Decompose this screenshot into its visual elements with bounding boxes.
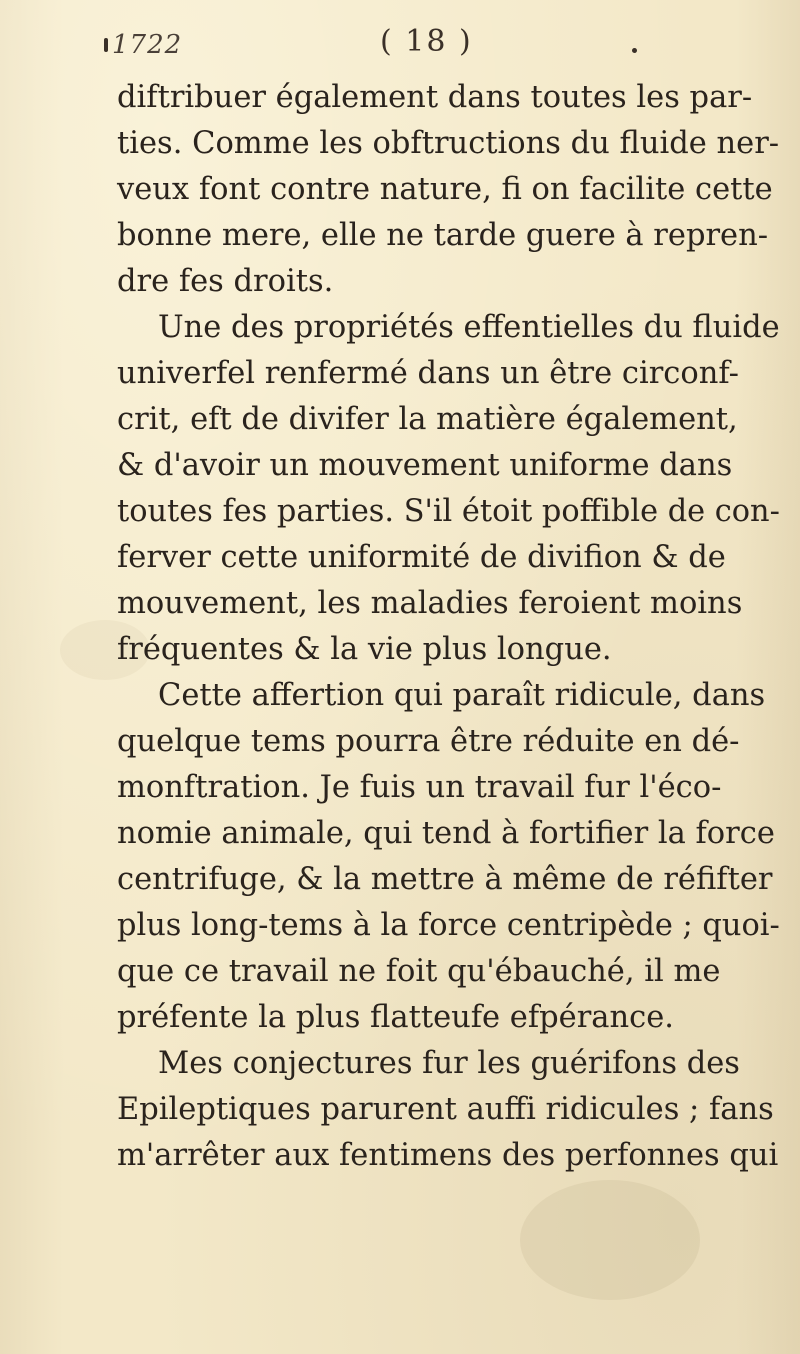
text-line: diftribuer également dans toutes les par- — [117, 80, 753, 115]
text-line: dre fes droits. — [117, 264, 334, 299]
text-line: veux font contre nature, fi on facilite cette — [117, 172, 773, 207]
text-line: quelque tems pourra être réduite en dé- — [117, 724, 740, 759]
text-line: ferver cette uniformité de divifion & de — [117, 540, 726, 575]
text-line: fréquentes & la vie plus longue. — [117, 632, 612, 667]
text-line: & d'avoir un mouvement uniforme dans — [117, 448, 733, 483]
text-line: nomie animale, qui tend à fortifier la force — [117, 816, 775, 851]
text-line: préfente la plus flatteufe efpérance. — [117, 1000, 674, 1035]
text-line: crit, eft de divifer la matière également, — [117, 402, 738, 437]
text-line: ties. Comme les obftructions du fluide ner- — [117, 126, 780, 161]
paper-stain — [520, 1180, 700, 1300]
text-line: mouvement, les maladies feroient moins — [117, 586, 743, 621]
paragraph-start-line: Une des propriétés effentielles du fluide — [158, 310, 780, 345]
text-line: m'arrêter aux fentimens des perfonnes qui — [117, 1138, 779, 1173]
ink-dot — [632, 48, 637, 53]
ink-mark — [104, 38, 108, 52]
text-line: centrifuge, & la mettre à même de réfifter — [117, 862, 773, 897]
page-header — [0, 18, 800, 78]
text-line: monftration. Je fuis un travail fur l'éco- — [117, 770, 722, 805]
page-number: ( 18 ) — [380, 24, 473, 59]
text-line: bonne mere, elle ne tarde guere à repren- — [117, 218, 769, 253]
text-line: plus long-tems à la force centripède ; quoi- — [117, 908, 780, 943]
handwritten-margin-note: 1722 — [112, 30, 183, 60]
text-line: univerfel renfermé dans un être circonf- — [117, 356, 739, 391]
text-line: que ce travail ne foit qu'ébauché, il me — [117, 954, 721, 989]
paragraph-start-line: Cette affertion qui paraît ridicule, dans — [158, 678, 766, 713]
text-line: toutes fes parties. S'il étoit poffible de con- — [117, 494, 780, 529]
text-line: Epileptiques parurent auffi ridicules ; fans — [117, 1092, 774, 1127]
paragraph-start-line: Mes conjectures fur les guérifons des — [158, 1046, 740, 1081]
